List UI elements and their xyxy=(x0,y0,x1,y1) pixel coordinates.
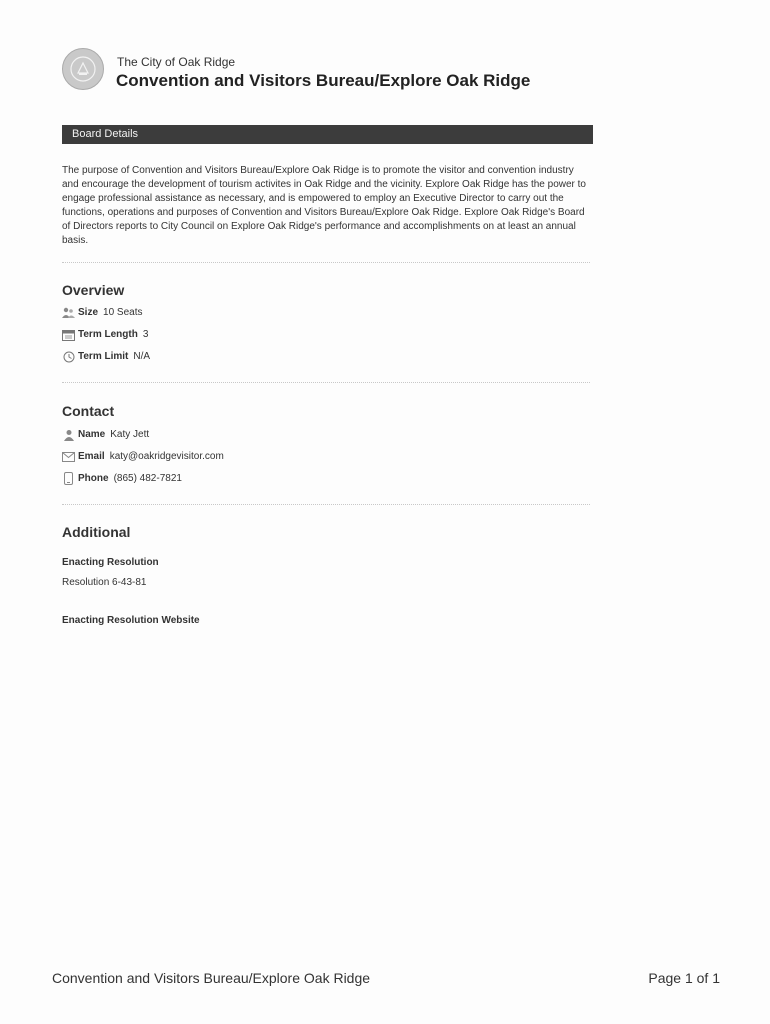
enacting-resolution-value: Resolution 6-43-81 xyxy=(62,577,147,588)
divider xyxy=(62,382,590,383)
term-limit-label: Term Limit xyxy=(78,351,129,362)
size-row xyxy=(62,306,143,319)
contact-email-label: Email xyxy=(78,451,105,462)
size-label: Size xyxy=(78,307,99,318)
city-name: The City of Oak Ridge xyxy=(117,55,236,69)
contact-email-value[interactable]: katy@oakridgevisitor.com xyxy=(109,451,224,462)
divider xyxy=(62,504,590,505)
person-icon xyxy=(62,428,75,441)
contact-name-row xyxy=(62,428,149,441)
overview-heading: Overview xyxy=(62,282,125,298)
enacting-resolution-website-label: Enacting Resolution Website xyxy=(62,615,200,626)
term-limit-value: N/A xyxy=(133,351,151,362)
contact-phone-row xyxy=(62,472,182,485)
additional-heading: Additional xyxy=(62,524,131,540)
term-length-label: Term Length xyxy=(78,329,138,340)
contact-name-value: Katy Jett xyxy=(110,429,150,440)
board-description: The purpose of Convention and Visitors Bureau/Explore Oak Ridge is to promote the visitor and convention industry and encourage the development of tourism activites in Oak Ridge and the vicinity. Explore Oak Ridge has the power to engage professional assistance as necessary, and is empowered to employ an Executive Director to carry out the functions, operations and purposes of Convention and Visitors Bureau/Explore Oak Ridge. Explore Oak Ridge's Board of Directors reports to City Council on Explore Oak Ridge's performance and accomplishments on at least an annual basis. xyxy=(62,165,586,246)
clock-icon xyxy=(62,350,75,363)
contact-phone-label: Phone xyxy=(78,473,109,484)
page-title: Convention and Visitors Bureau/Explore Oak Ridge xyxy=(116,71,531,90)
calendar-icon xyxy=(62,328,75,341)
contact-heading: Contact xyxy=(62,403,115,419)
contact-email-row xyxy=(62,450,224,463)
contact-name-label: Name xyxy=(78,429,106,440)
phone-icon xyxy=(62,472,75,485)
contact-phone-value: (865) 482-7821 xyxy=(113,473,182,484)
enacting-resolution-label: Enacting Resolution xyxy=(62,557,159,568)
term-length-row xyxy=(62,328,148,341)
divider xyxy=(62,262,590,263)
board-details-header: Board Details xyxy=(62,125,593,144)
page-number: Page 1 of 1 xyxy=(648,970,720,986)
size-value: 10 Seats xyxy=(103,307,143,318)
people-icon xyxy=(62,306,75,319)
footer-title: Convention and Visitors Bureau/Explore Oak Ridge xyxy=(52,970,371,986)
city-seal-icon xyxy=(62,48,104,90)
envelope-icon xyxy=(62,450,75,463)
term-length-value: 3 xyxy=(142,329,149,340)
term-limit-row xyxy=(62,350,150,363)
